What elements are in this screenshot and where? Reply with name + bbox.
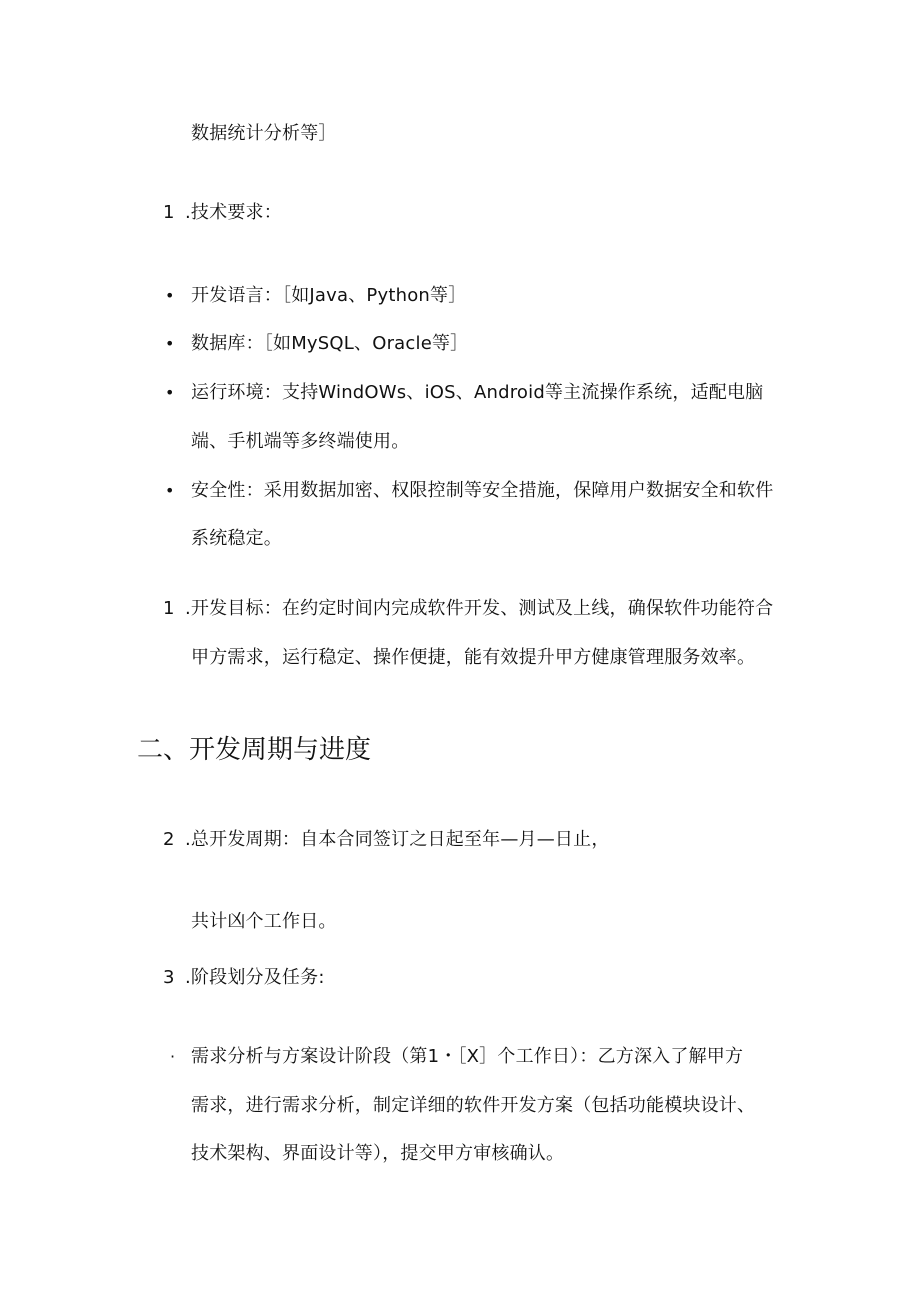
section-heading: 二、开发周期与进度 [137, 735, 372, 765]
bullet-icon: • [165, 334, 175, 353]
tech-item-environment-line2: 端、手机端等多终端使用。 [191, 431, 410, 452]
period-line1: .总开发周期：自本合同签订之日起至年—月—日止， [185, 829, 610, 850]
stage-item-line2: 需求，进行需求分析，制定详细的软件开发方案（包括功能模块设计、 [191, 1095, 756, 1116]
tech-item-environment-line1: 运行环境：支持WindOWs、iOS、Android等主流操作系统，适配电脑 [191, 382, 764, 403]
stages-heading: .阶段划分及任务: [185, 967, 325, 988]
period-line2: 共计凶个工作日。 [191, 911, 337, 932]
tech-item-language: 开发语言：［如Java、Python等］ [191, 285, 467, 306]
tech-number: 1 [163, 202, 175, 223]
tech-item-database: 数据库：［如MySQL、Oracle等］ [191, 333, 469, 354]
stages-number: 3 [163, 967, 175, 988]
bullet-icon: • [165, 383, 175, 402]
goal-number: 1 [163, 598, 175, 619]
stage-item-line3: 技术架构、界面设计等），提交甲方审核确认。 [191, 1143, 565, 1164]
continued-line: 数据统计分析等］ [191, 123, 337, 144]
tech-item-security-line1: 安全性：采用数据加密、权限控制等安全措施，保障用户数据安全和软件 [191, 480, 774, 501]
tech-item-security-line2: 系统稳定。 [191, 528, 282, 549]
bullet-icon: • [165, 481, 175, 500]
goal-line2: 甲方需求，运行稳定、操作便捷，能有效提升甲方健康管理服务效率。 [191, 647, 756, 668]
tech-heading: .技术要求： [185, 202, 282, 223]
bullet-icon: • [165, 286, 175, 305]
bullet-icon: · [170, 1047, 176, 1066]
period-number: 2 [163, 829, 175, 850]
stage-item-line1: 需求分析与方案设计阶段（第1・［X］个工作日）：乙方深入了解甲方 [191, 1046, 744, 1067]
goal-line1: .开发目标：在约定时间内完成软件开发、测试及上线，确保软件功能符合 [185, 598, 774, 619]
